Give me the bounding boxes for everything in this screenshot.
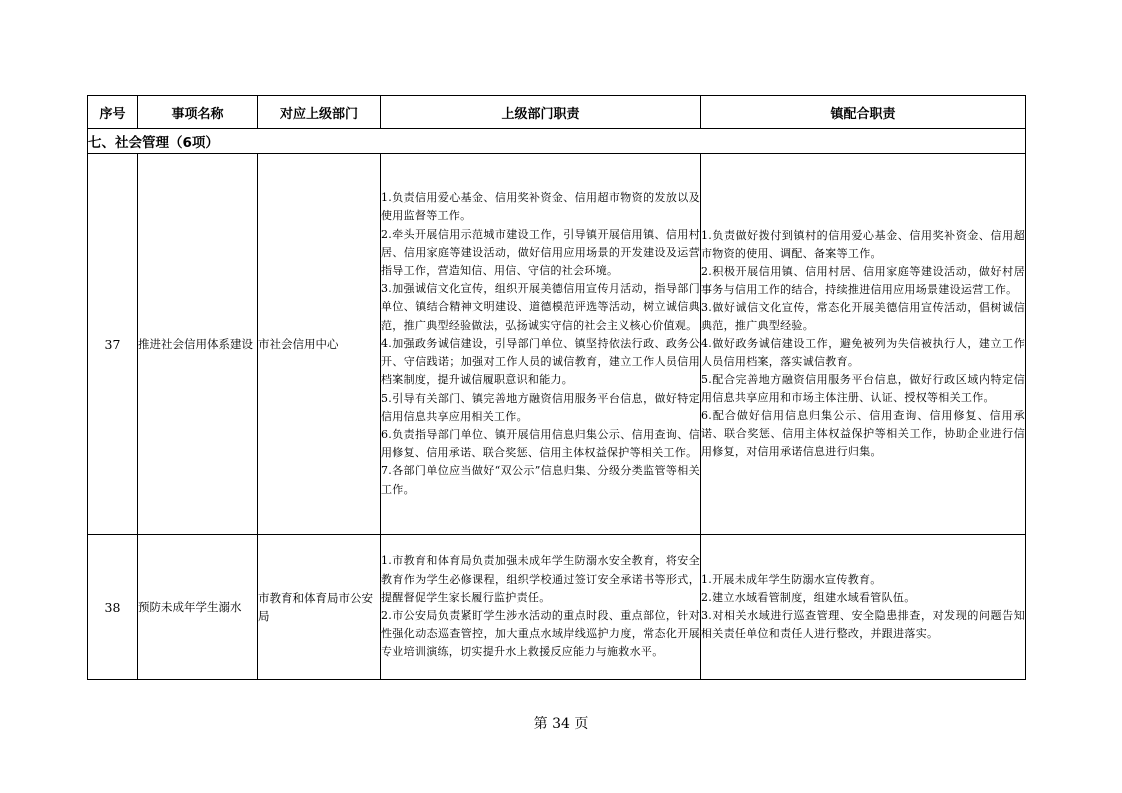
row-dept: 市社会信用中心 — [258, 154, 381, 535]
row-duties — [381, 535, 701, 680]
duty-item: 3.加强诚信文化宣传，组织开展美德信用宣传月活动，指导部门单位、镇结合精神文明建设、道德模范评选等活动，树立诚信典范，推广典型经验做法，弘扬诚实守信的社会主义核心价值观。 — [381, 282, 700, 332]
town-item: 6.配合做好信用信息归集公示、信用查询、信用修复、信用承诺、联合奖惩、信用主体权益保护等相关工作，协助企业进行信用修复，对信用承诺信息进行归集。 — [701, 409, 1025, 458]
row-duties — [381, 154, 701, 535]
row-num: 38 — [88, 535, 138, 680]
duty-item: 6.负责指导部门单位、镇开展信用信息归集公示、信用查询、信用修复、信用承诺、联合奖惩、信用主体权益保护等相关工作。 — [381, 427, 700, 460]
header-row — [88, 96, 1026, 129]
town-item: 4.做好政务诚信建设工作，避免被列为失信被执行人，建立工作人员信用档案，落实诚信教育。 — [701, 337, 1025, 368]
row-num: 37 — [88, 154, 138, 535]
table-row — [88, 154, 1026, 535]
duty-item: 5.引导有关部门、镇完善地方融资信用服务平台信息，做好特定信用信息共享应用相关工作。 — [381, 391, 700, 423]
row-dept: 市教育和体育局市公安局 — [258, 535, 381, 680]
town-item: 3.对相关水域进行巡查管理、安全隐患排查，对发现的问题告知相关责任单位和责任人进行整改，并跟进落实。 — [701, 609, 1025, 640]
row-town-duties — [701, 154, 1026, 535]
duty-item: 2.市公安局负责紧盯学生涉水活动的重点时段、重点部位，针对性强化动态巡查管控，加大重点水域岸线巡护力度，常态化开展专业培训演练，切实提升水上救援反应能力与施救水平。 — [381, 609, 700, 659]
table-row — [88, 535, 1026, 680]
header-dept: 对应上级部门 — [258, 96, 381, 129]
row-town-duties — [701, 535, 1026, 680]
town-item: 1.开展未成年学生防溺水宣传教育。 — [701, 573, 882, 586]
duty-item: 1.负责信用爱心基金、信用奖补资金、信用超市物资的发放以及使用监督等工作。 — [381, 191, 700, 223]
header-name: 事项名称 — [138, 96, 258, 129]
header-town: 镇配合职责 — [701, 96, 1026, 129]
duty-item: 4.加强政务诚信建设，引导部门单位、镇坚持依法行政、政务公开、守信践诺；加强对工作人员的诚信教育，建立工作人员信用档案制度，提升诚信履职意识和能力。 — [381, 336, 700, 387]
duty-item: 1.市教育和体育局负责加强未成年学生防溺水安全教育，将安全教育作为学生必修课程，组织学校通过签订安全承诺书等形式，提醒督促学生家长履行监护责任。 — [381, 554, 700, 604]
page-number: 第 34 页 — [533, 716, 589, 732]
section-title: 七、社会管理（6项） — [88, 129, 1026, 154]
town-item: 5.配合完善地方融资信用服务平台信息，做好行政区域内特定信用信息共享应用和市场主体注册、认证、授权等相关工作。 — [701, 373, 1025, 404]
duty-table — [87, 95, 1026, 680]
row-name: 预防未成年学生溺水 — [138, 535, 258, 680]
duty-item: 7.各部门单位应当做好“双公示”信息归集、分级分类监管等相关工作。 — [381, 464, 700, 496]
town-item: 3.做好诚信文化宣传，常态化开展美德信用宣传活动，倡树诚信典范，推广典型经验。 — [701, 301, 1025, 332]
town-item: 2.建立水域看管制度，组建水域看管队伍。 — [701, 591, 916, 604]
town-item: 2.积极开展信用镇、信用村居、信用家庭等建设活动，做好村居事务与信用工作的结合，持续推进信用应用场景建设运营工作。 — [701, 265, 1025, 296]
header-num: 序号 — [88, 96, 138, 129]
row-name: 推进社会信用体系建设 — [138, 154, 258, 535]
town-item: 1.负责做好拨付到镇村的信用爱心基金、信用奖补资金、信用超市物资的使用、调配、备案等工作。 — [701, 229, 1025, 260]
duty-item: 2.牵头开展信用示范城市建设工作，引导镇开展信用镇、信用村居、信用家庭等建设活动，做好信用应用场景的开发建设及运营指导工作，营造知信、用信、守信的社会环境。 — [381, 227, 700, 278]
header-duties: 上级部门职责 — [381, 96, 701, 129]
section-row — [88, 129, 1026, 154]
